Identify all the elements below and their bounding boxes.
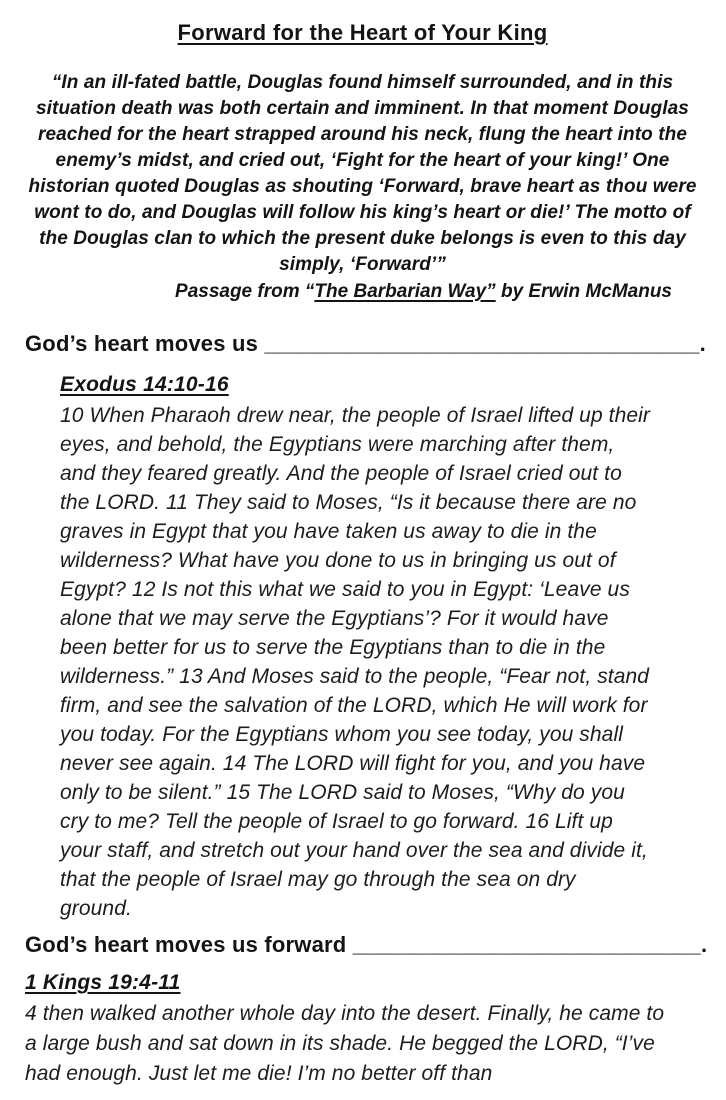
attribution-suffix: by Erwin McManus: [495, 281, 672, 302]
fill-in-statement-2: [25, 932, 708, 958]
statement-1-answer-blank: ___________________________________: [264, 331, 700, 356]
statement-2-answer-blank: ____________________________: [352, 932, 701, 957]
scripture-reference-exodus: Exodus 14:10-16: [60, 373, 229, 396]
scripture-section-exodus: [60, 373, 650, 923]
quote-attribution: [25, 278, 672, 305]
statement-2-period: .: [700, 932, 708, 957]
scripture-passage-1-kings: 4 then walked another whole day into the desert. Finally, he came to a large bush and sat down in its shade. He begged the LORD, “I’ve had enough. Just let me die! I’m no better off than: [25, 1002, 665, 1085]
scripture-passage-exodus: 10 When Pharaoh drew near, the people of Israel lifted up their eyes, and behold, the Egyptians were marching after them, and they feared greatly. And the people of Israel cried out to the LORD. 11 They said to Moses, “Is it because there are no graves in Egypt that you have taken us away to die in the wilderness? What have you done to us in bringing us out of Egypt? 12 Is not this what we said to you in Egypt: ‘Leave us alone that we may serve the Egyptians’? For it would have been better for us to serve the Egyptians than to die in the wilderness.” 13 And Moses said to the people, “Fear not, stand firm, and see the salvation of the LORD, which He will work for you today. For the Egyptians whom you see today, you shall never see again. 14 The LORD will fight for you, and you have only to be silent.” 15 The LORD said to Moses, “Why do you cry to me? Tell the people of Israel to go forward. 16 Lift up your staff, and stretch out your hand over the sea and divide it, that the people of Israel may go through the sea on dry ground.: [60, 404, 651, 920]
scripture-section-1-kings: [25, 971, 675, 1089]
opening-quote-block: [25, 70, 700, 305]
statement-2-label: God’s heart moves us forward: [25, 932, 347, 957]
book-title: The Barbarian Way”: [314, 281, 496, 302]
statement-1-period: .: [699, 331, 706, 356]
statement-1-label: God’s heart moves us: [25, 331, 259, 356]
attribution-prefix: Passage from “: [175, 281, 315, 302]
quote-text: “In an ill-fated battle, Douglas found himself surrounded, and in this situation death was both certain and imminent. In that moment Douglas reached for the heart strapped around his neck, flung the heart into the enemy’s midst, and cried out, ‘Fight for the heart of your king!’ One historian quoted Douglas as shouting ‘Forward, brave heart as thou were wont to do, and Douglas will follow his king’s heart or die!’ The motto of the Douglas clan to which the present duke belongs is even to this day simply, ‘Forward’”: [28, 72, 697, 275]
document-title: Forward for the Heart of Your King: [177, 20, 548, 45]
fill-in-statement-1: [25, 331, 706, 357]
scripture-reference-1-kings: 1 Kings 19:4-11: [25, 971, 181, 994]
